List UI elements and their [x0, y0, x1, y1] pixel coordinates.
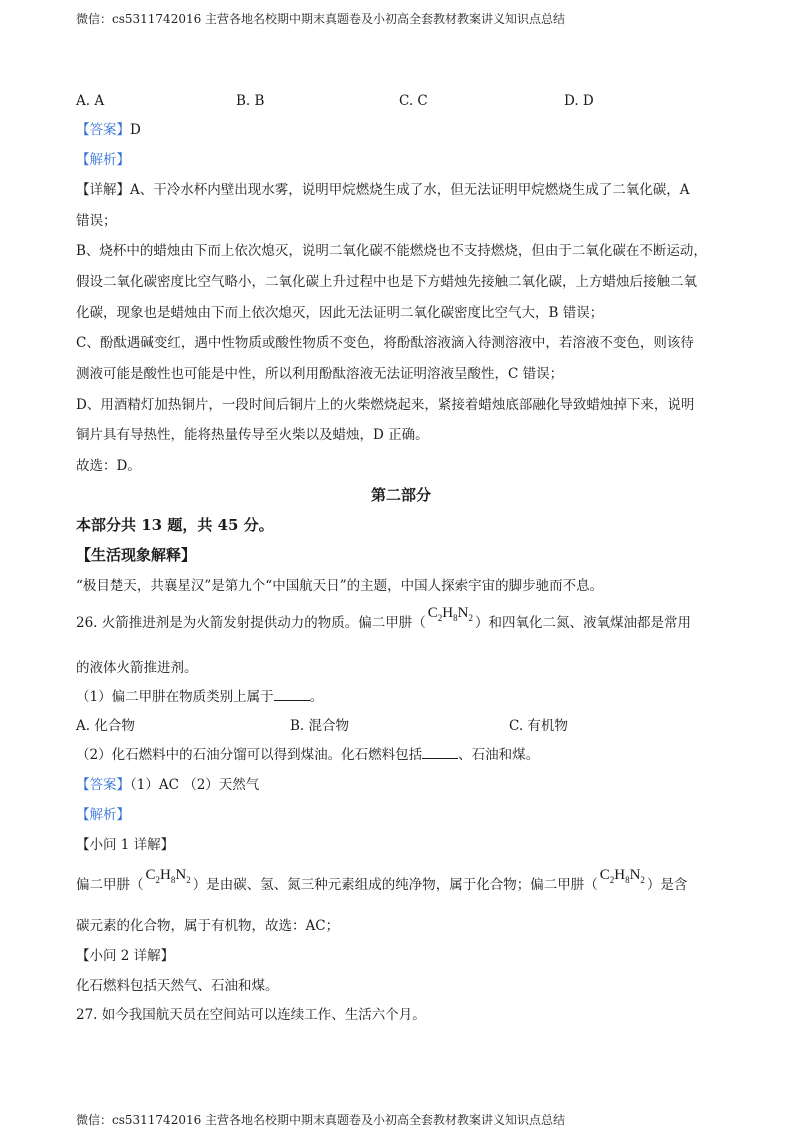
- q25-detail-line-8: D、用酒精灯加热铜片，一段时间后铜片上的火柴燃烧起来，紧接着蜡烛底部融化导致蜡烛掉下来，说明: [76, 397, 695, 413]
- q25-detail-line-9: 铜片具有导热性，能将热量传导至火柴以及蜡烛，D 正确。: [76, 427, 429, 443]
- answer-blank: [422, 746, 458, 759]
- q25-option-c: C. C: [399, 93, 428, 109]
- q26-option-c: C. 有机物: [509, 718, 568, 734]
- answer-value: （1）AC （2）天然气: [130, 777, 260, 793]
- q25-detail-line-5: 化碳，现象也是蜡烛由下而上依次熄灭，因此无法证明二氧化碳密度比空气大，B 错误；: [76, 305, 604, 321]
- part-title: 第二部分: [370, 486, 431, 504]
- q25-option-d: D. D: [564, 93, 594, 109]
- q25-option-a: A. A: [76, 93, 105, 109]
- q25-detail-line-1: [76, 181, 690, 199]
- detail-tag: 【详解】: [76, 182, 130, 198]
- q25-conclusion: 故选：D。: [76, 458, 141, 474]
- section-heading: 【生活现象解释】: [76, 546, 197, 564]
- q26-detail1-tag: 【小问 1 详解】: [76, 837, 175, 853]
- q26-option-b: B. 混合物: [290, 718, 350, 734]
- page-header: 微信：cs5311742016 主营各地名校期中期末真题卷及小初高全套教材教案讲义知识点总结: [76, 12, 566, 26]
- q26-option-a: A. 化合物: [76, 718, 135, 734]
- q27-stem: 27. 如今我国航天员在空间站可以连续工作、生活六个月。: [76, 1007, 426, 1023]
- q26-detail1-line-1: 偏二甲肼（$C_2H_8N_2$ ）是由碳、氢、氮三种元素组成的纯净物，属于化合物；偏二甲肼（$C_2H_8N_2$ ）是含: [76, 867, 688, 893]
- q25-answer: [76, 121, 141, 139]
- q25-detail-line-7: 测液可能是酸性也可能是中性，所以利用酚酞溶液无法证明溶液呈酸性，C 错误；: [76, 366, 564, 382]
- q25-detail-line-3: B、烧杯中的蜡烛由下而上依次熄灭，说明二氧化碳不能燃烧也不支持燃烧，但由于二氧化碳在不断运动，: [76, 243, 707, 259]
- detail-text: A、干冷水杯内壁出现水雾，说明甲烷燃烧生成了水，但无法证明甲烷燃烧生成了二氧化碳，A: [130, 182, 690, 198]
- q26-stem: [76, 605, 691, 637]
- answer-tag: 【答案】: [76, 777, 130, 793]
- q26-detail2-tag: 【小问 2 详解】: [76, 948, 175, 964]
- q26-detail1-line-2: 碳元素的化合物，属于有机物，故选：AC；: [76, 918, 340, 934]
- q25-detail-line-2: 错误；: [76, 213, 117, 229]
- answer-blank: [274, 688, 310, 701]
- q26-stem-pre: 26. 火箭推进剂是为火箭发射提供动力的物质。偏二甲肼（: [76, 615, 426, 631]
- q26-sub2: （2）化石燃料中的石油分馏可以得到煤油。化石燃料包括 、石油和煤。: [76, 747, 540, 763]
- page-footer: 微信：cs5311742016 主营各地名校期中期末真题卷及小初高全套教材教案讲义知识点总结: [76, 1113, 566, 1127]
- q26-stem-line-2: 的液体火箭推进剂。: [76, 660, 198, 676]
- formula-c2h8n2: $C_2H_8N_2$: [145, 867, 191, 885]
- answer-tag: 【答案】: [76, 122, 130, 138]
- q26-analysis-tag: 【解析】: [76, 807, 130, 823]
- answer-value: D: [130, 122, 141, 138]
- q26-detail2-text: 化石燃料包括天然气、石油和煤。: [76, 978, 279, 994]
- formula-c2h8n2: $C_2H_8N_2$: [427, 605, 473, 623]
- q25-option-b: B. B: [236, 93, 265, 109]
- q25-detail-line-6: C、酚酞遇碱变红，遇中性物质或酸性物质不变色，将酚酞溶液滴入待测溶液中，若溶液不变色，则该待: [76, 335, 694, 351]
- q25-analysis-tag: 【解析】: [76, 152, 130, 168]
- q26-sub1: （1）偏二甲肼在物质类别上属于 。: [76, 689, 324, 705]
- part-intro: “极目楚天，共襄星汉”是第九个“中国航天日”的主题，中国人探索宇宙的脚步驰而不息。: [76, 578, 604, 594]
- q25-detail-line-4: 假设二氧化碳密度比空气略小，二氧化碳上升过程中也是下方蜡烛先接触二氧化碳，上方蜡烛后接触二氧: [76, 274, 697, 290]
- q26-stem-post: ）和四氧化二氮、液氧煤油都是常用: [474, 615, 691, 631]
- part-summary: 本部分共 13 题，共 45 分。: [76, 516, 274, 534]
- q26-answer: [76, 776, 259, 794]
- formula-c2h8n2: $C_2H_8N_2$: [599, 867, 645, 885]
